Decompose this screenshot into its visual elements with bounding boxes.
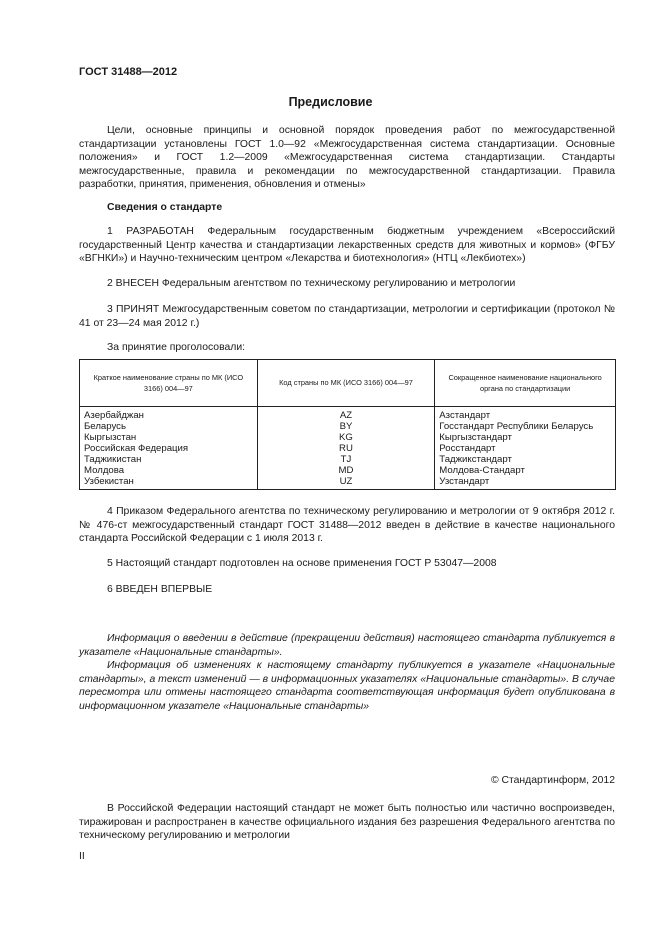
notice-paragraph-1 (79, 632, 615, 659)
header-body: Сокращенное наименование национального органа по стандартизации (435, 360, 616, 407)
code-cell: KG (257, 432, 435, 443)
item-1-text: 1 РАЗРАБОТАН Федеральным государственным бюджетным учреждением «Всероссийский государственный Центр качества и стандартизации лекарственных средств для животных и кормов» (ФГБУ «ВГНКИ») и Научно-техническим центром «Лекарства и биотехнология» (НТЦ «Лекбиотех») (79, 226, 615, 265)
country-cell: Беларусь (80, 421, 258, 432)
body-cell: Молдова-Стандарт (435, 465, 616, 476)
rights-text: В Российской Федерации настоящий стандарт не может быть полностью или частично воспроизведен, тиражирован и распространен в качестве официального издания без разрешения Федерального агентства по техническому регулированию и метрологии (79, 803, 615, 842)
item-2 (79, 277, 615, 291)
body-cell: Азстандарт (435, 407, 616, 422)
page-number: II (79, 851, 85, 862)
body-cell: Кыргызстандарт (435, 432, 616, 443)
country-cell: Российская Федерация (80, 443, 258, 454)
code-cell: MD (257, 465, 435, 476)
table-header-row (80, 360, 616, 407)
rights-paragraph (79, 802, 615, 843)
item-5 (79, 557, 615, 571)
code-cell: BY (257, 421, 435, 432)
item-3-text: 3 ПРИНЯТ Межгосударственным советом по стандартизации, метрологии и сертификации (протокол № 41 от 23—24 мая 2012 г.) (79, 304, 615, 329)
header-code: Код страны по МК (ИСО 3166) 004—97 (257, 360, 435, 407)
item-2-text: 2 ВНЕСЕН Федеральным агентством по техническому регулированию и метрологии (107, 278, 516, 289)
page-title: Предисловие (288, 95, 373, 109)
item-4-text: 4 Приказом Федерального агентства по техническому регулированию и метрологии от 9 октября 2012 г. № 476-ст межгосударственный стандарт ГОСТ 31488—2012 введен в действие в качестве национального стандарта Российской Федерации с 1 июля 2013 г. (79, 506, 615, 545)
notice-2-text: Информация об изменениях к настоящему стандарту публикуется в указателе «Национальные стандарты», а текст изменений — в информационных указателях «Национальные стандарты». В случае пересмотра или отмены настоящего стандарта соответствующая информация будет опубликована в информационном указателе «Национальные стандарты» (79, 660, 615, 712)
voting-table (79, 359, 616, 490)
table-row (80, 407, 616, 422)
document-header: ГОСТ 31488—2012 (79, 66, 178, 78)
item-4 (79, 505, 615, 546)
country-cell: Узбекистан (80, 476, 258, 490)
voted-label-text: За принятие проголосовали: (107, 342, 246, 353)
table-row (80, 421, 616, 432)
country-cell: Таджикистан (80, 454, 258, 465)
body-cell: Таджикстандарт (435, 454, 616, 465)
code-cell: TJ (257, 454, 435, 465)
table-row (80, 465, 616, 476)
item-6-text: 6 ВВЕДЕН ВПЕРВЫЕ (107, 584, 213, 595)
table-row (80, 443, 616, 454)
table-row (80, 454, 616, 465)
table-row (80, 432, 616, 443)
country-cell: Молдова (80, 465, 258, 476)
header-country: Краткое наименование страны по МК (ИСО 3166) 004—97 (80, 360, 258, 407)
intro-paragraph (79, 124, 615, 192)
country-cell: Азербайджан (80, 407, 258, 422)
body-cell: Госстандарт Республики Беларусь (435, 421, 616, 432)
intro-text: Цели, основные принципы и основной порядок проведения работ по межгосударственной стандартизации установлены ГОСТ 1.0—92 «Межгосударственная система стандартизации. Основные положения» и ГОСТ 1.2—2009 «Межгосударственная система стандартизации. Стандарты межгосударственные, правила и рекомендации по межгосударственной стандартизации. Правила разработки, принятия, применения, обновления и отмены» (79, 125, 615, 191)
table-row (80, 476, 616, 490)
item-1 (79, 225, 615, 266)
notice-paragraph-2 (79, 659, 615, 713)
info-heading (79, 201, 615, 215)
code-cell: AZ (257, 407, 435, 422)
code-cell: UZ (257, 476, 435, 490)
notice-1-text: Информация о введении в действие (прекращении действия) настоящего стандарта публикуется в указателе «Национальные стандарты». (79, 633, 615, 658)
body-cell: Росстандарт (435, 443, 616, 454)
voted-label (79, 341, 615, 355)
code-cell: RU (257, 443, 435, 454)
info-heading-text: Сведения о стандарте (107, 202, 223, 213)
country-cell: Кыргызстан (80, 432, 258, 443)
item-6 (79, 583, 615, 597)
item-3 (79, 303, 615, 330)
copyright-notice: © Стандартинформ, 2012 (490, 775, 615, 786)
item-5-text: 5 Настоящий стандарт подготовлен на основе применения ГОСТ Р 53047—2008 (107, 558, 497, 569)
body-cell: Узстандарт (435, 476, 616, 490)
